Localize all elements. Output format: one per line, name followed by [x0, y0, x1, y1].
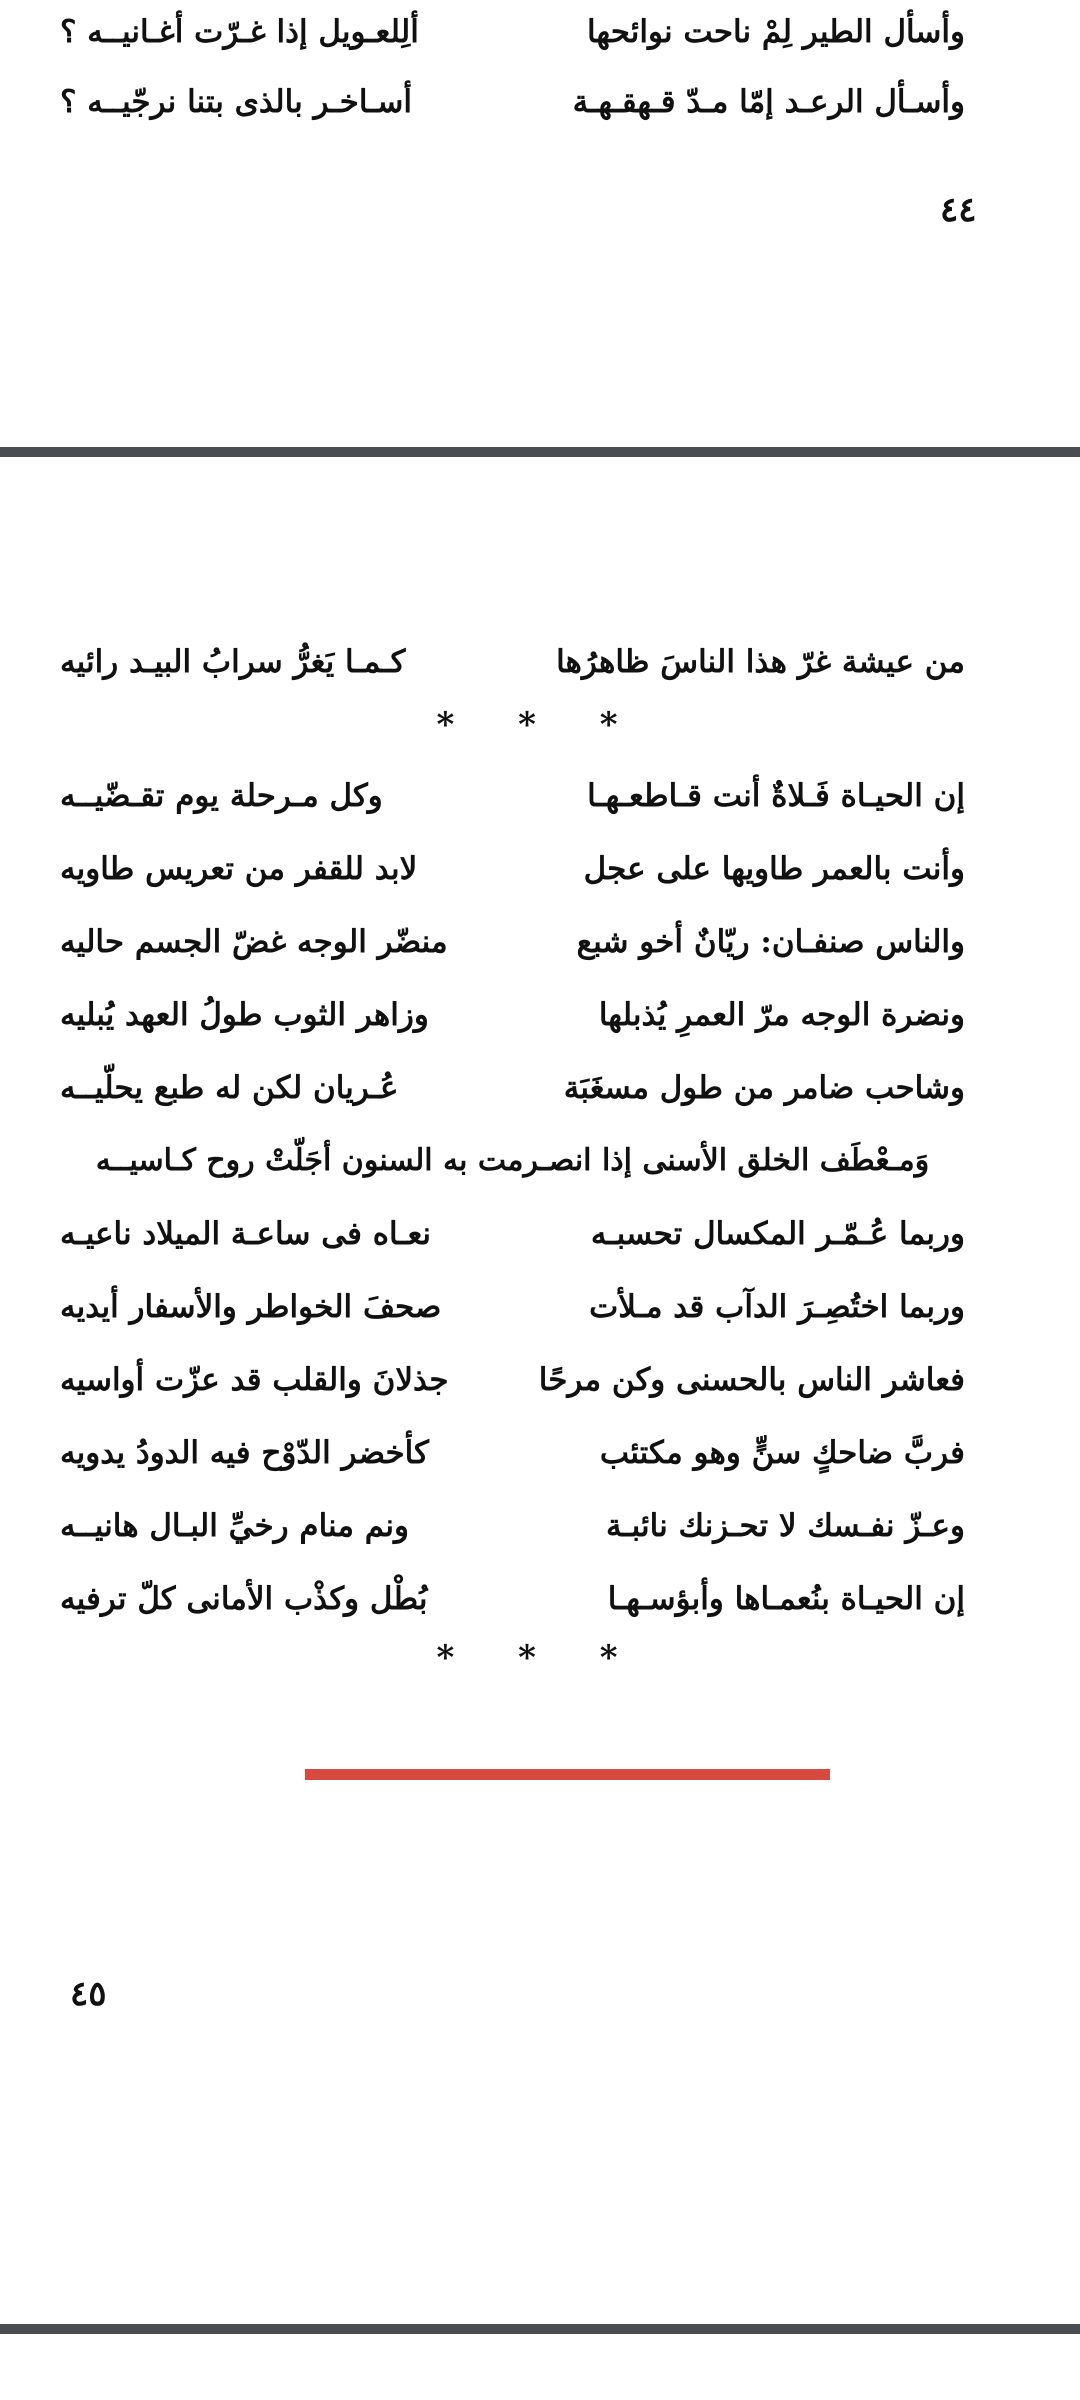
- verse-second-hemistich: بُطْل وكذْب الأمانى كلّ ترفيه: [60, 1581, 428, 1617]
- verse-line: [60, 910, 965, 974]
- verse-first-hemistich: وشاحب ضامر من طول مسغَبَة: [563, 1070, 965, 1106]
- page-number: ٤٤: [940, 190, 977, 230]
- verse-first-hemistich: فعاشر الناس بالحسنى وكن مرحًا: [538, 1362, 965, 1398]
- verse-first-hemistich: فربَّ ضاحكٍ سنٍّ وهو مكتئب: [599, 1435, 965, 1471]
- verse-second-hemistich: عُـريان لكن له طبع يحلّيــه: [60, 1070, 399, 1106]
- verse-first-hemistich: وعـزّ نفـسك لا تحـزنك نائبـة: [605, 1508, 965, 1544]
- red-rule: [305, 1769, 830, 1780]
- page-45: [0, 458, 1080, 2324]
- stars-separator: * * *: [436, 1638, 644, 1678]
- verse-first-hemistich: وأسأل الطير لِمْ ناحت نوائحها: [586, 14, 965, 50]
- verse-line: [60, 983, 965, 1047]
- verse-second-hemistich: وزاهر الثوب طولُ العهد يُبليه: [60, 997, 429, 1033]
- stars-separator: * * *: [436, 705, 644, 745]
- verse-line: [60, 1202, 965, 1266]
- verse-line: [60, 1494, 965, 1558]
- verse-line: [60, 837, 965, 901]
- verse-first-hemistich: إن الحيـاة بنُعمـاها وأبؤسـهـا: [607, 1581, 965, 1617]
- verse-first-hemistich: وأسـأل الرعـد إمّا مـدّ قـهقـهـة: [572, 84, 965, 120]
- verse-first-hemistich: ونضرة الوجه مرّ العمرِ يُذبلها: [598, 997, 965, 1033]
- verse-second-hemistich: أسـاخـر بالذى بتنا نرجّيــه ؟: [60, 84, 412, 120]
- verse-line-intro: [60, 630, 965, 694]
- verse-first-hemistich: وأنت بالعمر طاويها على عجل: [583, 851, 965, 887]
- verse-first-hemistich: من عيشة غرّ هذا الناسَ ظاهرُها: [556, 644, 965, 680]
- verse-second-hemistich: كأخضر الدّوْح فيه الدودُ يدويه: [60, 1435, 429, 1471]
- verse-line: [60, 0, 965, 64]
- verse-first-hemistich: وربما عُـمّـر المكسال تحسبـه: [590, 1216, 965, 1252]
- verse-line: [60, 764, 965, 828]
- page-44: [0, 0, 1080, 447]
- page-divider: [0, 2324, 1080, 2334]
- verse-second-hemistich: صحفَ الخواطر والأسفار أيديه: [60, 1289, 442, 1325]
- verse-second-hemistich: لابد للقفر من تعريس طاويه: [60, 851, 418, 887]
- verse-line: [60, 1275, 965, 1339]
- verse-first-hemistich: إن الحيـاة فَـلاةٌ أنت قـاطعـهـا: [587, 778, 965, 814]
- verse-second-hemistich: كـمـا يَغرُّ سرابُ البيـد رائيه: [60, 644, 406, 680]
- verse-second-hemistich: وكل مـرحلة يوم تقـضّيــه: [60, 778, 383, 814]
- verse-line: [60, 1056, 965, 1120]
- verse-line: [60, 1348, 965, 1412]
- page-number: ٤٥: [70, 1974, 107, 2014]
- verse-second-hemistich: ألِلعـويل إذا غـرّت أغـانيــه ؟: [60, 14, 419, 50]
- verse-line-wide: وَمـعْطَف الخلق الأسنى إذا انصـرمت به السنون أجَلّتْ روح كـاسيــه: [95, 1143, 930, 1178]
- verse-line: [60, 1567, 965, 1631]
- verse-first-hemistich: والناس صنفـان: ريّانٌ أخو شبع: [576, 924, 965, 960]
- verse-second-hemistich: نعـاه فى ساعـة الميلاد ناعيـه: [60, 1216, 432, 1252]
- page-divider: [0, 447, 1080, 457]
- verse-second-hemistich: جذلانَ والقلب قد عزّت أواسيه: [60, 1362, 449, 1398]
- verse-line: [60, 1421, 965, 1485]
- verse-line: [60, 70, 965, 134]
- verse-first-hemistich: وربما اختُصِـرَ الدآب قد مـلأت: [589, 1289, 965, 1325]
- verse-second-hemistich: منضّر الوجه غضّ الجسم حاليه: [60, 924, 448, 960]
- verse-second-hemistich: ونم منام رخيِّ البـال هانيــه: [60, 1508, 409, 1544]
